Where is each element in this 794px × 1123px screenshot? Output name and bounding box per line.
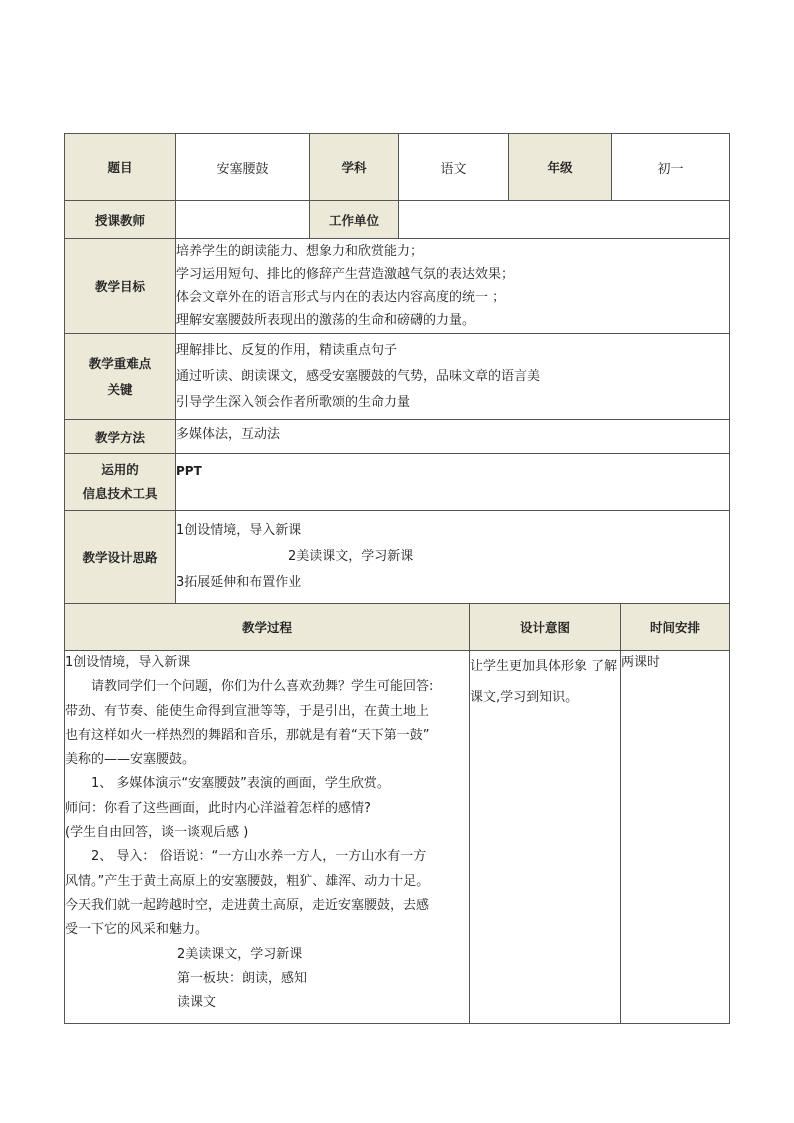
process-line: 请教同学们一个问题，你们为什么喜欢劲舞？学生可能回答:	[91, 679, 434, 695]
time-header: 时间安排	[621, 604, 730, 651]
process-line: 1、 多媒体演示“安塞腰鼓”表演的画面，学生欣赏。	[91, 776, 390, 792]
lesson-info-table	[64, 133, 730, 604]
tools-row	[65, 454, 730, 511]
title-label: 题目	[65, 134, 176, 201]
process-line: 第一板块：朗读，感知	[177, 970, 308, 986]
intent-line-2: 了解课文,学习到知识。	[470, 659, 618, 705]
key-points-row	[65, 334, 730, 420]
course-value: 语文	[399, 134, 509, 201]
key-point-line: 理解排比、反复的作用，精读重点句子	[176, 342, 398, 358]
teaching-process-table	[64, 603, 730, 1024]
design-line-2: 2美读课文，学习新课	[288, 549, 414, 564]
key-points-label-line1: 教学重难点	[88, 355, 152, 371]
process-line: 1创设情境，导入新课	[65, 655, 191, 670]
tools-label	[65, 454, 176, 511]
unit-label: 工作单位	[310, 201, 399, 239]
process-header: 教学过程	[65, 604, 470, 651]
design-row	[65, 511, 730, 604]
goal-line: 培养学生的朗读能力、想象力和欣赏能力；	[176, 244, 424, 259]
tools-label-line1: 运用的	[101, 462, 139, 477]
key-points-label-line2: 关键	[107, 381, 133, 397]
process-line: 受一下它的风采和魅力。	[65, 922, 209, 938]
process-line: 美称的——安塞腰鼓。	[65, 752, 196, 768]
process-header-row	[65, 604, 730, 651]
process-line: (学生自由回答，谈一谈观后感 )	[65, 825, 249, 841]
title-row	[65, 134, 730, 201]
goal-line: 学习运用短句、排比的修辞产生营造激越气氛的表达效果；	[176, 267, 515, 282]
design-line-1: 1创设情境，导入新课	[176, 523, 302, 538]
intent-content	[470, 651, 621, 1024]
tools-label-line2: 信息技术工具	[82, 486, 158, 501]
time-content: 两课时	[621, 651, 730, 1024]
grade-label: 年级	[509, 134, 612, 201]
process-content	[65, 651, 470, 1024]
goal-line: 体会文章外在的语言形式与内在的表达内容高度的统一 ；	[176, 290, 506, 305]
title-value: 安塞腰鼓	[176, 134, 310, 201]
process-line: 2、 导入： 俗语说：“一方山水养一方人，一方山水有一方	[91, 849, 427, 865]
key-points-content	[176, 334, 730, 420]
goals-label: 教学目标	[65, 239, 176, 334]
design-label: 教学设计思路	[65, 511, 176, 604]
design-line-3: 3拓展延伸和布置作业	[176, 575, 302, 590]
key-point-line: 引导学生深入领会作者所歌颂的生命力量	[176, 394, 411, 410]
teacher-value	[176, 201, 310, 239]
unit-value	[399, 201, 730, 239]
process-line: 2美读课文，学习新课	[177, 946, 303, 962]
grade-value: 初一	[612, 134, 730, 201]
intent-header: 设计意图	[470, 604, 621, 651]
process-content-row	[65, 651, 730, 1024]
key-points-label	[65, 334, 176, 420]
teacher-label: 授课教师	[65, 201, 176, 239]
goal-line: 理解安塞腰鼓所表现出的激荡的生命和磅礴的力量。	[176, 313, 476, 328]
process-line: 读课文	[177, 995, 217, 1011]
methods-row	[65, 420, 730, 454]
process-line: 带劲、有节奏、能使生命得到宣泄等等，于是引出，在黄土地上	[65, 703, 430, 719]
methods-value: 多媒体法，互动法	[176, 420, 730, 454]
intent-line-1: 让学生更加具体形象	[470, 659, 588, 674]
teacher-row	[65, 201, 730, 239]
process-line: 师问：你看了这些画面，此时内心洋溢着怎样的感情?	[65, 800, 371, 816]
key-point-line: 通过听读、朗读课文，感受安塞腰鼓的气势，品味文章的语言美	[176, 368, 541, 384]
course-label: 学科	[310, 134, 399, 201]
goals-row	[65, 239, 730, 334]
process-line: 也有这样如火一样热烈的舞蹈和音乐，那就是有着“天下第一鼓”	[65, 727, 430, 743]
tools-value: PPT	[176, 454, 730, 511]
process-line: 风情。”产生于黄土高原上的安塞腰鼓，粗犷、雄浑、动力十足。	[65, 873, 430, 889]
design-content	[176, 511, 730, 604]
process-line: 今天我们就一起跨越时空，走进黄土高原，走近安塞腰鼓，去感	[65, 897, 430, 913]
goals-content	[176, 239, 730, 334]
methods-label: 教学方法	[65, 420, 176, 454]
